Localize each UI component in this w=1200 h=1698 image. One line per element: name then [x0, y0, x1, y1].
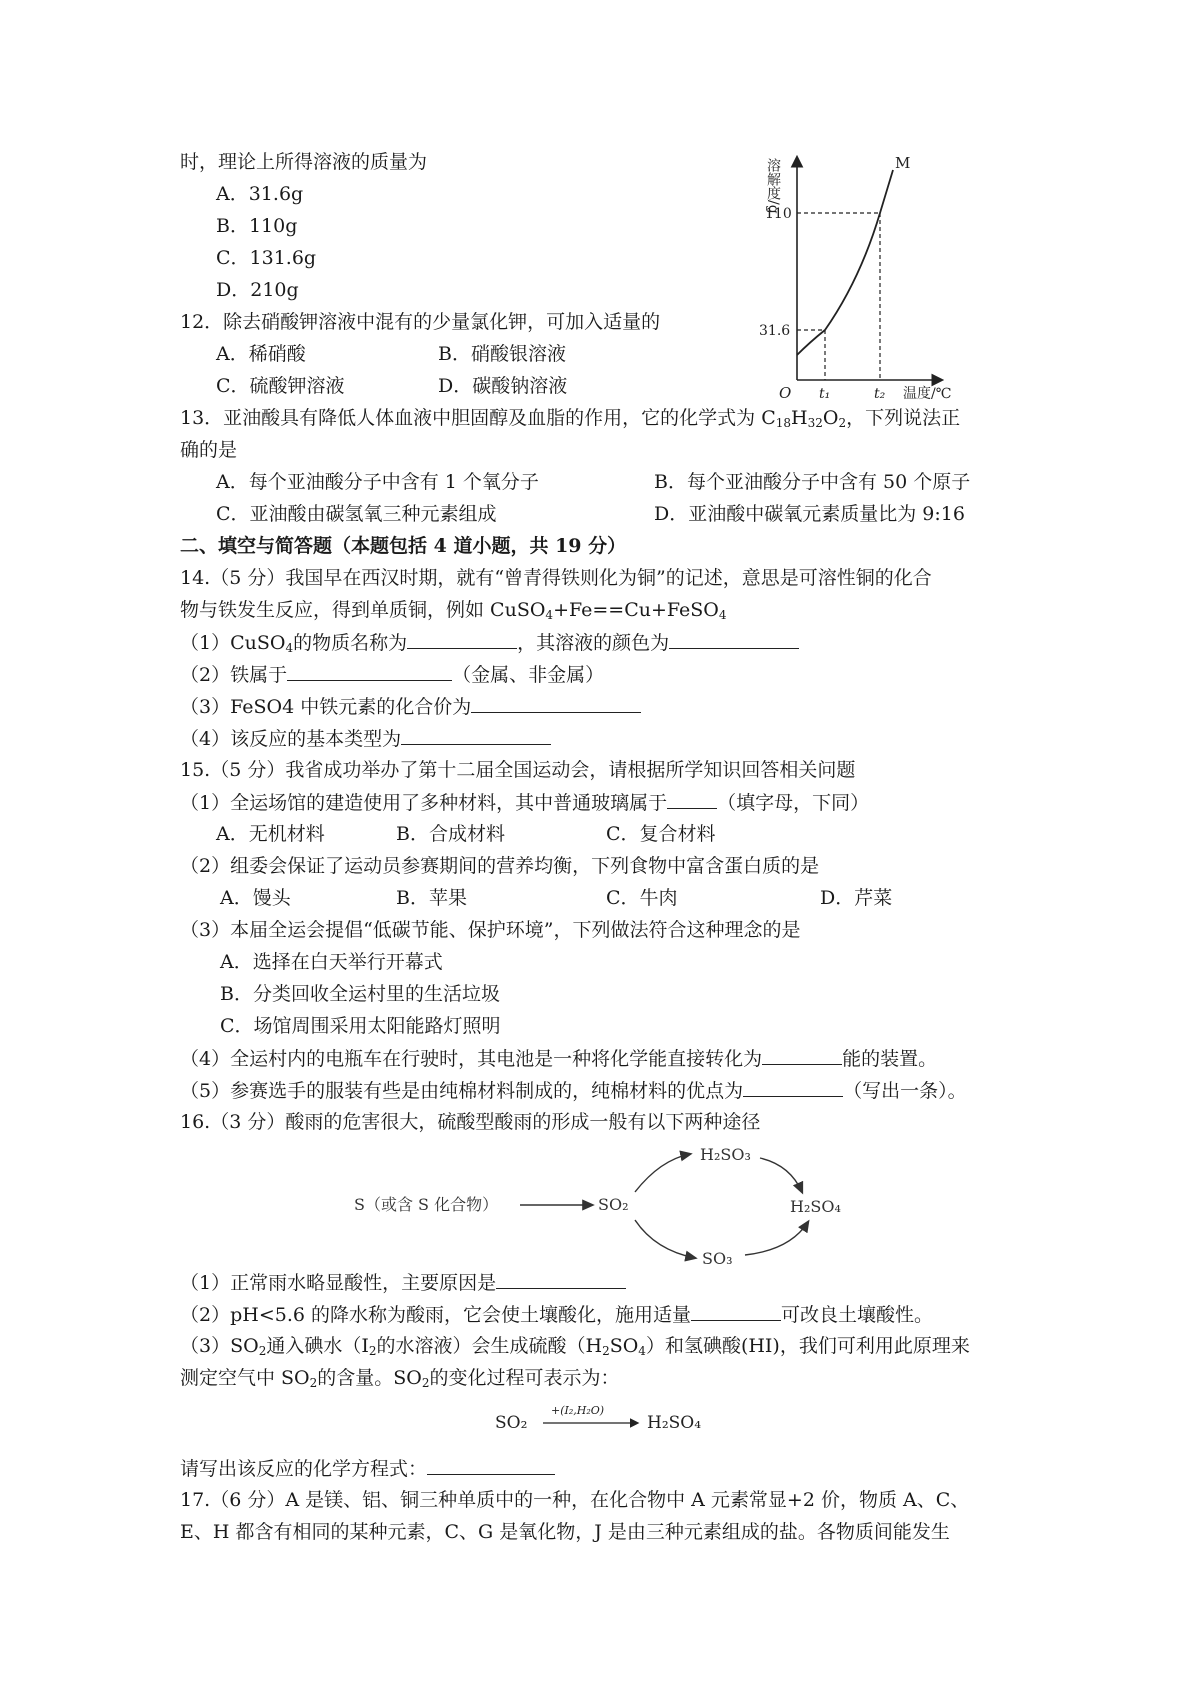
blank-q14-4[interactable] [401, 726, 551, 745]
blank-q15-4[interactable] [762, 1046, 842, 1065]
q17-stem: 17.（6 分）A 是镁、铝、铜三种单质中的一种，在化合物中 A 元素常显+2 价，物质 A、C、 [180, 1489, 970, 1511]
blank-q14-1a[interactable] [407, 630, 517, 649]
q15-part3: （3）本届全运会提倡“低碳节能、保护环境”，下列做法符合这种理念的是 [180, 919, 801, 941]
tick-31-6: 31.6 [759, 323, 791, 339]
q15-part5: （5）参赛选手的服装有些是由纯棉材料制成的，纯棉材料的优点为 （写出一条）。 [180, 1080, 967, 1102]
q16-write: 请写出该反应的化学方程式： [180, 1456, 555, 1481]
q14-part3: （3）FeSO4 中铁元素的化合价为 [180, 694, 641, 719]
curve-m [797, 170, 893, 355]
blank-q14-3[interactable] [471, 694, 641, 713]
q12-option-a: A．稀硝酸 [216, 343, 306, 365]
q11-option-b: B．110g [216, 215, 298, 237]
q15-2-option-c: C．牛肉 [606, 887, 678, 909]
blank-q16-2[interactable] [691, 1302, 781, 1321]
section-heading: 二、填空与简答题（本题包括 4 道小题，共 19 分） [180, 535, 627, 557]
q15-2-option-d: D．芹菜 [820, 887, 893, 909]
acid-rain-diagram [350, 1140, 890, 1270]
q14-stem-cont: 物与铁发生反应，得到单质铜，例如 CuSO$_4$+Fe==Cu+FeSO$_4$ [180, 599, 727, 622]
q15-2-option-a: A．馒头 [220, 887, 291, 909]
q14-stem: 14.（5 分）我国早在西汉时期，就有“曾青得铁则化为铜”的记述，意思是可溶性铜的化合 [180, 567, 932, 589]
q12-option-c: C．硫酸钾溶液 [216, 375, 345, 397]
q15-part4: （4）全运村内的电瓶车在行驶时，其电池是一种将化学能直接转化为 能的装置。 [180, 1048, 938, 1070]
q16-part1: （1）正常雨水略显酸性，主要原因是 [180, 1270, 626, 1295]
q15-stem: 15.（5 分）我省成功举办了第十二届全国运动会，请根据所学知识回答相关问题 [180, 759, 856, 781]
q13-stem: 13．亚油酸具有降低人体血液中胆固醇及血脂的作用，它的化学式为 $C_{18}H_{32}O_2$，下列说法正 [180, 407, 961, 430]
q14-part2: （2）铁属于 （金属、非金属） [180, 664, 605, 686]
eq-condition: +(I₂,H₂O) [551, 1404, 605, 1417]
q15-1-option-b: B．合成材料 [396, 823, 505, 845]
reaction-equation [495, 1400, 735, 1440]
solubility-graph [735, 150, 975, 400]
blank-q16-1[interactable] [496, 1270, 626, 1289]
q15-3-option-a: A．选择在白天举行开幕式 [220, 951, 443, 973]
tick-t2: t₂ [874, 386, 886, 400]
q12-stem: 12．除去硝酸钾溶液中混有的少量氯化钾，可加入适量的 [180, 311, 661, 333]
q15-3-option-b: B．分类回收全运村里的生活垃圾 [220, 983, 500, 1005]
q15-2-option-b: B．苹果 [396, 887, 467, 909]
blank-q14-1b[interactable] [669, 630, 799, 649]
q15-1-option-c: C．复合材料 [606, 823, 716, 845]
q14-part1: （1）CuSO$_4$的物质名称为 ，其溶液的颜色为 [180, 630, 799, 655]
q12-option-b: B．硝酸银溶液 [438, 343, 566, 365]
q16-part3-cont: 测定空气中 $SO_2$的含量。$SO_2$的变化过程可表示为： [180, 1367, 620, 1390]
q15-part1: （1）全运场馆的建造使用了多种材料，其中普通玻璃属于 （填字母，下同） [180, 792, 870, 814]
q13-option-d: D．亚油酸中碳氧元素质量比为 9:16 [654, 503, 965, 525]
q15-part2: （2）组委会保证了运动员参赛期间的营养均衡，下列食物中富含蛋白质的是 [180, 855, 820, 877]
diagram-h2so3: H₂SO₃ [700, 1145, 751, 1164]
q14-part4: （4）该反应的基本类型为 [180, 726, 551, 751]
q16-stem: 16.（3 分）酸雨的危害很大，硫酸型酸雨的形成一般有以下两种途径 [180, 1111, 761, 1133]
tick-110: 110 [765, 206, 792, 222]
q13-stem-cont: 确的是 [180, 439, 238, 461]
x-axis-label: 温度/℃ [903, 386, 952, 400]
diagram-so2: SO₂ [598, 1195, 629, 1214]
tick-t1: t₁ [819, 386, 831, 400]
blank-q15-1[interactable] [667, 790, 717, 809]
y-axis-label: 溶解度/g [765, 158, 781, 214]
blank-q15-5[interactable] [743, 1078, 843, 1097]
diagram-h2so4: H₂SO₄ [790, 1197, 841, 1216]
q13-option-a: A．每个亚油酸分子中含有 1 个氧分子 [216, 471, 539, 493]
q13-option-b: B．每个亚油酸分子中含有 50 个原子 [654, 471, 971, 493]
q16-part2: （2）pH<5.6 的降水称为酸雨，它会使土壤酸化，施用适量 可改良土壤酸性。 [180, 1304, 934, 1326]
q11-tail: 时，理论上所得溶液的质量为 [180, 151, 428, 173]
q13-option-c: C．亚油酸由碳氢氧三种元素组成 [216, 503, 497, 525]
q11-option-a: A．31.6g [216, 183, 304, 205]
blank-q16-3[interactable] [427, 1456, 555, 1475]
eq-right: H₂SO₄ [647, 1413, 702, 1433]
q15-3-option-c: C．场馆周围采用太阳能路灯照明 [220, 1015, 501, 1037]
q11-option-d: D．210g [216, 279, 299, 301]
curve-label: M [895, 154, 911, 172]
q12-option-d: D．碳酸钠溶液 [438, 375, 568, 397]
q16-part3: $(3)SO_2$通入碘水（$I_2$的水溶液）会生成硫酸$(H_2SO_4)$和氢碘酸(HI)，我们可利用此原理来 [180, 1335, 970, 1358]
q15-1-option-a: A．无机材料 [216, 823, 325, 845]
q11-option-c: C．131.6g [216, 247, 317, 269]
q17-stem-cont: E、H 都含有相同的某种元素，C、G 是氧化物，J 是由三种元素组成的盐。各物质间能发生 [180, 1521, 950, 1543]
eq-left: SO₂ [495, 1413, 528, 1433]
blank-q14-2[interactable] [287, 662, 452, 681]
diagram-start: S（或含 S 化合物） [354, 1195, 499, 1214]
diagram-so3: SO₃ [702, 1249, 733, 1268]
origin-label: O [779, 384, 792, 400]
